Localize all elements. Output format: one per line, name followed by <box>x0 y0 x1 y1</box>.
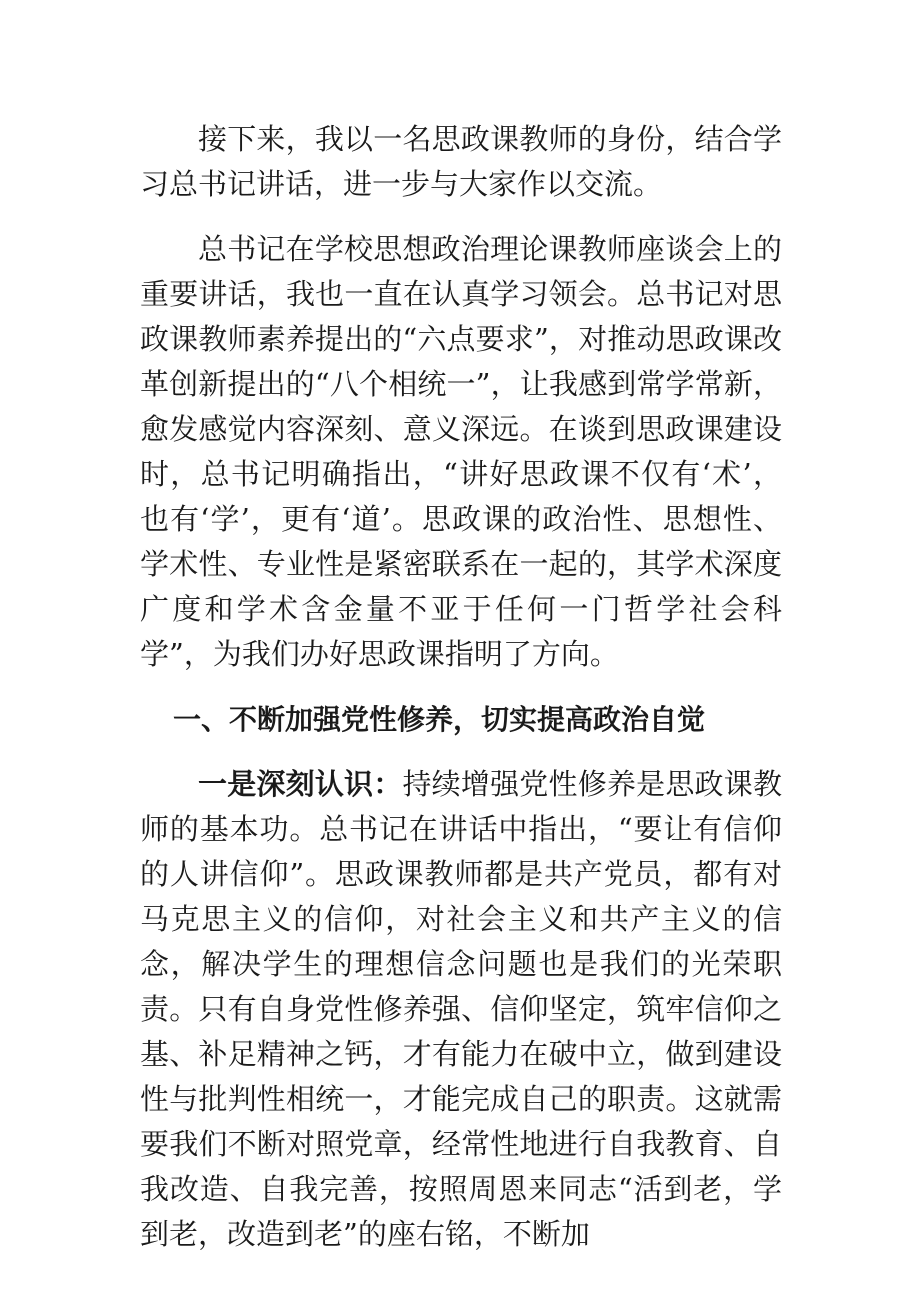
section-heading: 一、不断加强党性修养，切实提高政治自觉 <box>173 703 706 736</box>
point-one-body: 持续增强党性修养是思政课教师的基本功。总书记在讲话中指出，“要让有信仰的人讲信仰”。思政课教师都是共产党员，都有对马克思主义的信仰，对社会主义和共产主义的信念，解决学生的理想信念问题也是我们的光荣职责。只有自身党性修养强、信仰坚定，筑牢信仰之基、补足精神之钙，才有能力在破中立，做到建设性与批判性相统一，才能完成自己的职责。这就需要我们不断对照党章，经常性地进行自我教育、自我改造、自我完善，按照周恩来同志“活到老，学到老，改造到老”的座右铭，不断加 <box>140 767 782 1251</box>
paragraph-intro: 接下来，我以一名思政课教师的身份，结合学习总书记讲话，进一步与大家作以交流。 <box>140 122 782 201</box>
document-body <box>140 117 782 1257</box>
paragraph-speech-study: 总书记在学校思想政治理论课教师座谈会上的重要讲话，我也一直在认真学习领会。总书记对思政课教师素养提出的“六点要求”，对推动思政课改革创新提出的“八个相统一”，让我感到常学常新，愈发感觉内容深刻、意义深远。在谈到思政课建设时，总书记明确指出，“讲好思政课不仅有‘术’，也有‘学’，更有‘道’。思政课的政治性、思想性、学术性、专业性是紧密联系在一起的，其学术深度广度和学术含金量不亚于任何一门哲学社会科学”，为我们办好思政课指明了方向。 <box>140 232 782 671</box>
paragraph-gap <box>140 742 782 762</box>
paragraph-gap <box>140 207 782 227</box>
paragraph-gap <box>140 677 782 697</box>
paragraph-point-one <box>140 762 782 1257</box>
point-one-lead: 一是深刻认识： <box>198 767 403 801</box>
